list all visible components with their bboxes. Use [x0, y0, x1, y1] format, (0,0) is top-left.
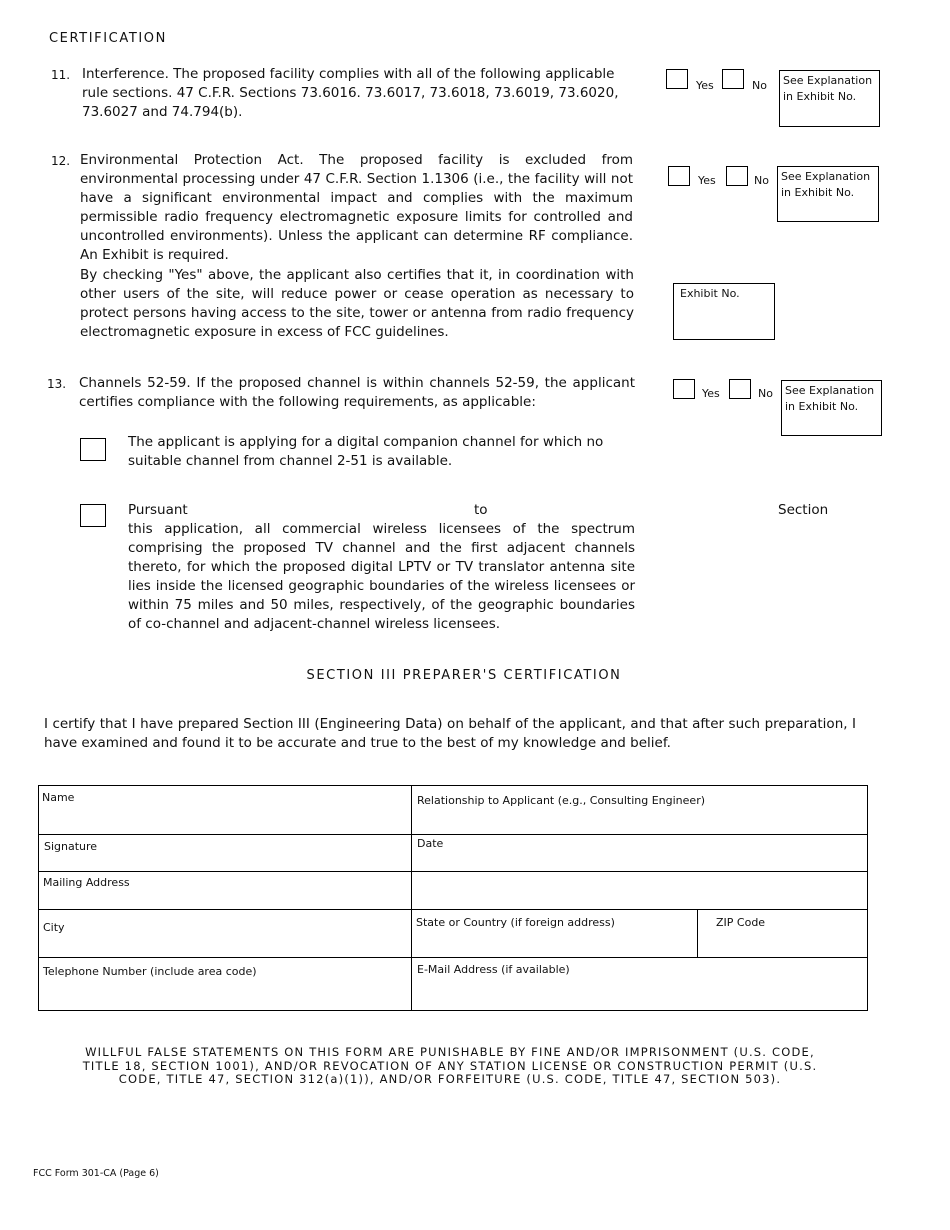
name-field[interactable]: Name	[42, 791, 75, 804]
telephone-field[interactable]: Telephone Number (include area code)	[43, 965, 257, 978]
table-rule	[39, 957, 867, 958]
item-13-text: Channels 52-59. If the proposed channel is within channels 52-59, the applicant certifies compliance with the following requirements, as applicable:	[79, 375, 635, 410]
item-11-yes-label: Yes	[696, 79, 714, 92]
item-13-yes-label: Yes	[702, 387, 720, 400]
item-13-exhibit-label: See Explanation in Exhibit No.	[785, 384, 875, 413]
table-divider	[411, 786, 412, 1010]
item-13-option-2-word-section: Section	[778, 502, 829, 518]
item-12-yes-checkbox[interactable]	[668, 166, 690, 186]
item-12-yes-label: Yes	[698, 174, 716, 187]
mailing-address-field[interactable]: Mailing Address	[43, 876, 130, 889]
item-13-option-2-word-to: to	[474, 502, 488, 518]
warning-line-1: WILLFUL FALSE STATEMENTS ON THIS FORM ARE PUNISHABLE BY FINE AND/OR IMPRISONMENT (U.S. CODE,	[85, 1045, 815, 1059]
item-11-number: 11.	[51, 68, 71, 82]
city-field[interactable]: City	[43, 921, 65, 934]
item-13-option-2-word-pursuant: Pursuant	[128, 502, 188, 518]
item-11-yes-checkbox[interactable]	[666, 69, 688, 89]
item-11-text: Interference. The proposed facility complies with all of the following applicable rule sections. 47 C.F.R. Sections 73.6016. 73.6017, 73.6018, 73.6019, 73.6020, 73.6027 and 74.794(b).	[82, 66, 619, 120]
signature-field[interactable]: Signature	[44, 840, 98, 853]
date-field[interactable]: Date	[417, 837, 444, 850]
warning-text	[0, 1046, 900, 1087]
state-field[interactable]: State or Country (if foreign address)	[416, 916, 615, 929]
relationship-field[interactable]: Relationship to Applicant (e.g., Consulting Engineer)	[417, 794, 706, 807]
table-rule	[39, 909, 867, 910]
preparer-statement: I certify that I have prepared Section III (Engineering Data) on behalf of the applicant, and that after such preparation, I have examined and found it to be accurate and true to the best of my knowledge and belief.	[44, 716, 856, 751]
item-12-no-label: No	[754, 174, 769, 187]
warning-line-3: CODE, TITLE 47, SECTION 312(a)(1)), AND/OR FORFEITURE (U.S. CODE, TITLE 47, SECTION 503).	[118, 1072, 782, 1086]
item-12-no-checkbox[interactable]	[726, 166, 748, 186]
item-12-text-2: By checking "Yes" above, the applicant also certifies that it, in coordination with other users of the site, will reduce power or cease operation as necessary to protect persons having access to the site, tower or antenna from radio frequency electromagnetic exposure in excess of FCC guidelines.	[80, 267, 634, 340]
item-12-rf-exhibit-box[interactable]	[673, 283, 775, 340]
item-13-number: 13.	[47, 377, 67, 391]
item-13-exhibit-box[interactable]	[781, 380, 882, 436]
table-divider	[697, 910, 698, 957]
preparer-section-title: SECTION III PREPARER'S CERTIFICATION	[306, 668, 622, 683]
item-13-option-1-text: The applicant is applying for a digital companion channel for which no suitable channel from channel 2-51 is available.	[128, 434, 604, 469]
preparer-table	[38, 785, 868, 1011]
section-title: CERTIFICATION	[49, 31, 167, 46]
table-rule	[39, 871, 867, 872]
item-12-rf-exhibit-label: Exhibit No.	[680, 287, 740, 300]
item-13-no-label: No	[758, 387, 773, 400]
item-13-no-checkbox[interactable]	[729, 379, 751, 399]
zip-field[interactable]: ZIP Code	[716, 916, 766, 929]
item-11-exhibit-box[interactable]	[779, 70, 880, 127]
item-12-exhibit-box[interactable]	[777, 166, 879, 222]
form-footer: FCC Form 301-CA (Page 6)	[33, 1168, 159, 1179]
email-field[interactable]: E-Mail Address (if available)	[417, 963, 570, 976]
item-11-exhibit-label: See Explanation in Exhibit No.	[783, 74, 873, 103]
item-11-no-checkbox[interactable]	[722, 69, 744, 89]
item-13-option-1-checkbox[interactable]	[80, 438, 106, 461]
item-12-exhibit-label: See Explanation in Exhibit No.	[781, 170, 871, 199]
item-12-number: 12.	[51, 154, 71, 168]
item-11-no-label: No	[752, 79, 767, 92]
item-13-yes-checkbox[interactable]	[673, 379, 695, 399]
item-13-option-2-text: this application, all commercial wireless licensees of the spectrum comprising the proposed TV channel and the first adjacent channels thereto, for which the proposed digital LPTV or TV translator antenna site lies inside the licensed geographic boundaries of the wireless licensees or within 75 miles and 50 miles, respectively, of the geographic boundaries of co-channel and adjacent-channel wireless licensees.	[128, 521, 635, 632]
item-13-option-2-checkbox[interactable]	[80, 504, 106, 527]
table-rule	[39, 834, 867, 835]
item-12-text: Environmental Protection Act. The proposed facility is excluded from environmental processing under 47 C.F.R. Section 1.1306 (i.e., the facility will not have a significant environmental impact and complies with the maximum permissible radio frequency electromagnetic exposure limits for controlled and uncontrolled environments). Unless the applicant can determine RF compliance. An Exhibit is required.	[80, 152, 633, 263]
warning-line-2: TITLE 18, SECTION 1001), AND/OR REVOCATION OF ANY STATION LICENSE OR CONSTRUCTION PERMIT (U.S.	[82, 1058, 818, 1073]
